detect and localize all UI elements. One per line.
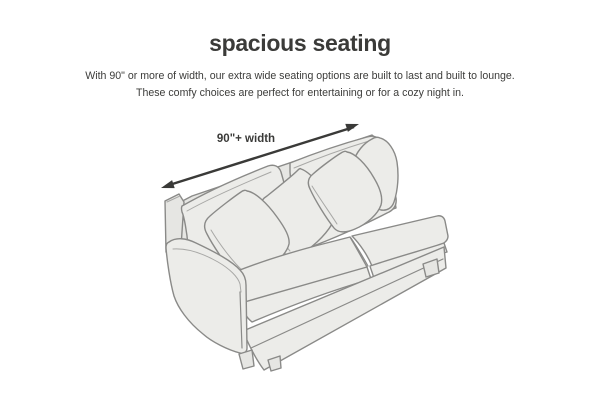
description-line-1: With 90" or more of width, our extra wide seating options are built to last and built to lounge.: [85, 70, 515, 82]
page-title: spacious seating: [209, 30, 391, 56]
sofa-illustration: [165, 135, 448, 371]
description-line-2: These comfy choices are perfect for entertaining or for a cozy night in.: [136, 86, 464, 99]
foot-front-left: [239, 350, 254, 369]
dimension-label: 90"+ width: [216, 133, 276, 145]
